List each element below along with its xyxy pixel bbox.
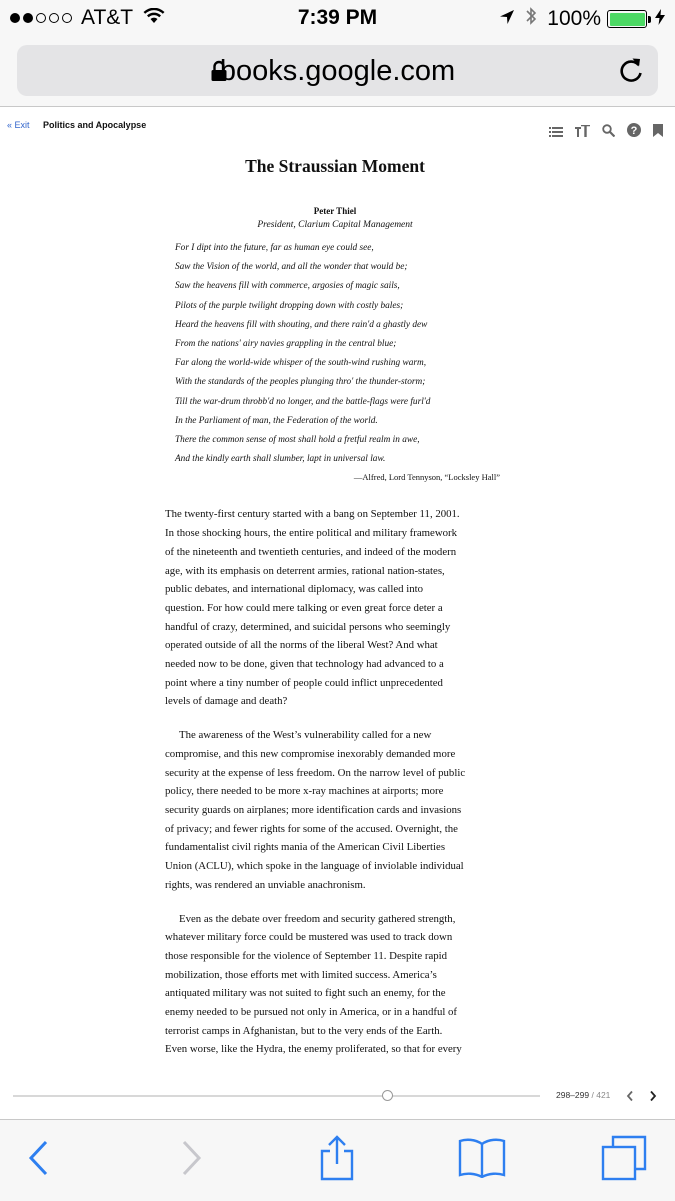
back-icon: [28, 1140, 50, 1181]
text-line: policy, there needed to be more x-ray machines at airports; more: [165, 785, 444, 798]
text-line: In those shocking hours, the entire political and military framework: [165, 527, 458, 540]
bookmarks-icon: [458, 1138, 506, 1183]
poem-line: With the standards of the peoples plunging thro' the thunder-storm;: [175, 377, 426, 388]
text-line: levels of damage and death?: [165, 695, 288, 708]
status-right: [499, 6, 665, 32]
page-progress: [0, 1084, 675, 1110]
next-page-icon[interactable]: [649, 1089, 657, 1107]
reader-tools: [537, 123, 663, 142]
body-text: [165, 505, 505, 1059]
status-bar: [0, 0, 675, 38]
text-line: age, with its emphasis on deterrent armies, rational nation-states,: [165, 564, 445, 577]
text-line: Even worse, like the Hydra, the enemy proliferated, so that for every: [165, 1043, 462, 1056]
epigraph-poem: [165, 239, 505, 469]
epigraph-attribution: —Alfred, Lord Tennyson, “Locksley Hall”: [353, 472, 500, 483]
current-pages: 298–299: [556, 1090, 590, 1100]
text-line: The twenty-first century started with a bang on September 11, 2001.: [165, 508, 460, 521]
share-button[interactable]: [312, 1120, 362, 1201]
author-affiliation: President, Clarium Capital Management: [257, 220, 413, 230]
text-line: terrorist camps in Afghanistan, but to the very ends of the Earth.: [165, 1024, 443, 1037]
forward-icon: [180, 1140, 202, 1181]
poem-line: Saw the Vision of the world, and all the wonder that would be;: [175, 262, 408, 273]
bookmark-icon[interactable]: [653, 124, 663, 142]
svg-text:?: ?: [630, 125, 638, 137]
previous-page-icon[interactable]: [626, 1089, 634, 1107]
reload-icon[interactable]: [618, 56, 644, 89]
page-separator: /: [591, 1090, 594, 1100]
text-size-icon[interactable]: [575, 124, 590, 142]
text-line: public debates, and international diplomacy, was called into: [165, 583, 424, 596]
text-line: enemy needed to be pursued not only in America, or in a handful of: [165, 1006, 458, 1019]
share-icon: [319, 1135, 355, 1186]
poem-line: Heard the heavens fill with shouting, and there rain'd a ghastly dew: [175, 319, 428, 330]
text-line: point where a tiny number of people could inflict unprecedented: [165, 676, 443, 689]
text-line: of privacy; and fewer rights for some of the accused. Overnight, the: [165, 822, 458, 835]
chapter-title: The Straussian Moment: [245, 156, 425, 176]
book-title: Politics and Apocalypse: [43, 120, 147, 130]
text-line: mobilization, those efforts met with limited success. America’s: [165, 968, 437, 981]
book-page: [165, 150, 505, 1059]
progress-thumb[interactable]: [382, 1090, 393, 1101]
text-line: antiquated military was not suited to fight such an enemy, for the: [165, 987, 446, 1000]
page-number: [556, 1090, 610, 1100]
bluetooth-icon: [525, 6, 537, 32]
text-line: rights, was rendered an unviable anachronism.: [165, 878, 366, 891]
poem-line: For I dipt into the future, far as human eye could see,: [175, 243, 374, 253]
forward-button[interactable]: [166, 1120, 216, 1201]
text-line: Even as the debate over freedom and security gathered strength,: [179, 912, 456, 925]
contents-icon[interactable]: [549, 124, 563, 142]
battery-percent: 100%: [547, 7, 601, 30]
poem-line: And the kindly earth shall slumber, lapt in universal law.: [175, 454, 386, 465]
tabs-button[interactable]: [598, 1120, 650, 1201]
url-text: books.google.com: [219, 55, 456, 87]
browser-header: [0, 38, 675, 107]
poem-line: Far along the world-wide whisper of the south-wind rushing warm,: [175, 358, 427, 369]
progress-track[interactable]: [13, 1095, 540, 1097]
poem-line: Till the war-drum throbb'd no longer, and the battle-flags were furl'd: [175, 396, 431, 407]
text-line: those responsible for the violence of September 11. Despite rapid: [165, 949, 448, 962]
text-line: security guards on airplanes; more identification cards and invasions: [165, 803, 462, 816]
text-line: The awareness of the West’s vulnerability called for a new: [179, 729, 432, 742]
status-time: 7:39 PM: [297, 6, 378, 29]
tabs-icon: [601, 1135, 647, 1186]
search-icon[interactable]: [602, 124, 615, 142]
text-line: of the nineteenth and twentieth centuries, and indeed of the modern: [165, 545, 457, 558]
total-pages: 421: [596, 1090, 611, 1100]
body-paragraph: [165, 505, 505, 711]
text-line: whatever military force could be mustered was used to track down: [165, 931, 453, 944]
browser-toolbar: [0, 1119, 675, 1201]
text-line: security at the expense of less freedom. On the narrow level of public: [165, 766, 466, 779]
body-paragraph: [165, 910, 505, 1060]
charging-bolt-icon: [655, 7, 665, 31]
poem-line: In the Parliament of man, the Federation of the world.: [175, 415, 378, 426]
battery-nub: [648, 16, 651, 23]
text-line: fundamentalist civil rights mania of the American Civil Liberties: [165, 841, 446, 854]
text-line: Union (ACLU), which spoke in the language of inviolable individual: [165, 860, 464, 873]
author-name: Peter Thiel: [313, 206, 357, 216]
location-arrow-icon: [499, 7, 515, 31]
bookmarks-button[interactable]: [455, 1120, 509, 1201]
battery-level: [610, 13, 645, 26]
battery-icon: [607, 10, 647, 28]
reader-header: [0, 116, 675, 146]
address-bar[interactable]: [17, 45, 658, 96]
help-icon[interactable]: [627, 123, 641, 142]
text-line: question. For how could mere talking or even great force deter a: [165, 601, 443, 614]
body-paragraph: [165, 726, 505, 894]
exit-link[interactable]: « Exit: [7, 120, 30, 130]
carrier-name: AT&T: [81, 6, 134, 29]
text-line: handful of crazy, determined, and suicidal persons who seemingly: [165, 620, 451, 633]
text-line: needed now to be done, given that technology had advanced to a: [165, 658, 444, 671]
poem-line: There the common sense of most shall hold a fretful realm in awe,: [175, 435, 420, 446]
back-button[interactable]: [14, 1120, 64, 1201]
text-line: compromise, and this new compromise inexorably demanded more: [165, 747, 456, 760]
text-line: operated outside of all the norms of the liberal West? And what: [165, 639, 438, 652]
poem-line: Saw the heavens fill with commerce, argosies of magic sails,: [175, 281, 400, 292]
poem-line: From the nations' airy navies grappling in the central blue;: [175, 339, 397, 350]
poem-line: Pilots of the purple twilight dropping down with costly bales;: [175, 300, 404, 311]
